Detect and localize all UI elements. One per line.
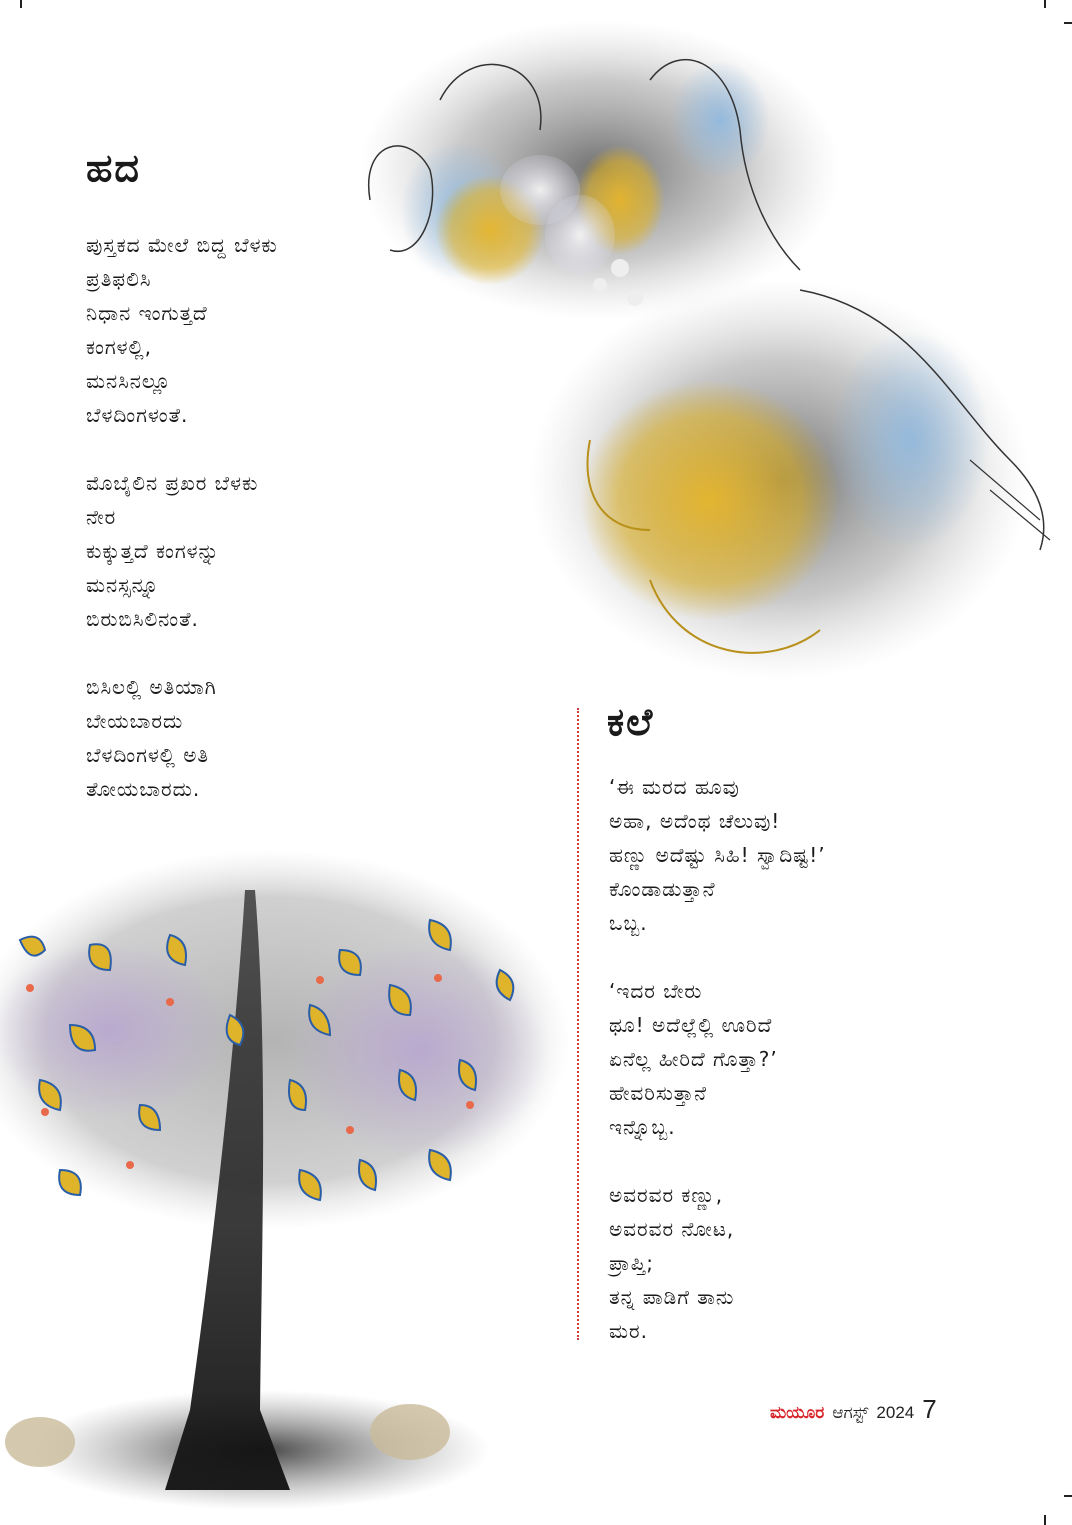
magazine-name: ಮಯೂರ — [770, 1403, 825, 1422]
poem-line: ತೋಯಬಾರದು. — [86, 777, 201, 801]
poem-line: ಕಂಗಳಲ್ಲಿ, — [86, 335, 153, 359]
page-number: 7 — [922, 1394, 937, 1424]
poem-line: ‘ಈ ಮರದ ಹೂವು — [609, 775, 740, 799]
poem-line: ಮನಸಿನಲ್ಲೂ — [86, 369, 171, 393]
poem-line: ಬೆಳದಿಂಗಳಂತೆ. — [86, 403, 189, 427]
poem-body-kale — [609, 770, 826, 1348]
poem-line: ಥೂ! ಅದೆಲ್ಲೆಲ್ಲಿ ಊರಿದೆ — [609, 1013, 773, 1037]
poem-line: ಮೊಬೈಲಿನ ಪ್ರಖರ ಬೆಳಕು — [86, 471, 259, 495]
poem-line: ಅವರವರ ಕಣ್ಣು, — [609, 1183, 724, 1207]
stanza — [609, 1178, 826, 1348]
poem-line: ಪುಸ್ತಕದ ಮೇಲೆ ಬಿದ್ದ ಬೆಳಕು — [86, 233, 278, 257]
poem-line: ಒಬ್ಬ. — [609, 911, 648, 935]
poem-title-hada: ಹದ — [86, 146, 141, 190]
stanza — [86, 228, 278, 432]
crop-mark-top-right — [1044, 0, 1046, 8]
poem-line: ಇನ್ನೊಬ್ಬ. — [609, 1115, 676, 1139]
poem-line: ಬೆಳದಿಂಗಳಲ್ಲಿ ಅತಿ — [86, 743, 210, 767]
crop-mark-bottom-right — [1044, 1515, 1046, 1525]
poem-line: ಬಿರುಬಿಸಿಲಿನಂತೆ. — [86, 607, 199, 631]
poem-line: ಬೇಯಬಾರದು — [86, 709, 184, 733]
poem-line: ಕುಕ್ಕುತ್ತದೆ ಕಂಗಳನ್ನು — [86, 539, 220, 563]
poem-title-kale: ಕಲೆ — [607, 700, 655, 744]
crop-mark-right-lower — [1064, 1495, 1072, 1497]
poem-line: ಬಿಸಿಲಲ್ಲಿ ಅತಿಯಾಗಿ — [86, 675, 217, 699]
poem-line: ಹೇವರಿಸುತ್ತಾನೆ — [609, 1081, 708, 1105]
stanza — [609, 974, 826, 1144]
abstract-illustration-top — [350, 20, 1072, 700]
page-footer — [770, 1394, 937, 1428]
poem-line: ನೇರ — [86, 505, 117, 529]
poem-line: ಏನೆಲ್ಲ ಹೀರಿದೆ ಗೊತ್ತಾ?’ — [609, 1047, 778, 1071]
poem-line: ಕೊಂಡಾಡುತ್ತಾನೆ — [609, 877, 716, 901]
issue-year: 2024 — [876, 1403, 915, 1422]
stanza — [609, 770, 826, 940]
poem-body-hada — [86, 228, 278, 806]
issue-month: ಆಗಸ್ಟ್ — [832, 1403, 869, 1422]
poem-line: ತನ್ನ ಪಾಡಿಗೆ ತಾನು — [609, 1285, 735, 1309]
crop-mark-top-left — [20, 0, 22, 8]
poem-line: ಪ್ರಾಪ್ತಿ; — [609, 1251, 655, 1275]
stanza — [86, 670, 278, 806]
poem-line: ‘ಇದರ ಬೇರು — [609, 979, 703, 1003]
tree-illustration — [0, 850, 560, 1525]
poem-line: ಅಹಾ, ಅದೆಂಥ ಚೆಲುವು! — [609, 809, 781, 833]
poem-line: ಮನಸ್ಸನ್ನೂ — [86, 573, 160, 597]
poem-line: ಪ್ರತಿಫಲಿಸಿ — [86, 267, 152, 291]
poem-line: ಮರ. — [609, 1319, 648, 1343]
poem-line: ನಿಧಾನ ಇಂಗುತ್ತದೆ — [86, 301, 208, 325]
poem-line: ಹಣ್ಣು ಅದೆಷ್ಟು ಸಿಹಿ! ಸ್ವಾದಿಷ್ಟ!’ — [609, 843, 826, 867]
dotted-divider — [577, 708, 579, 1340]
poem-line: ಅವರವರ ನೋಟ, — [609, 1217, 735, 1241]
stanza — [86, 466, 278, 636]
